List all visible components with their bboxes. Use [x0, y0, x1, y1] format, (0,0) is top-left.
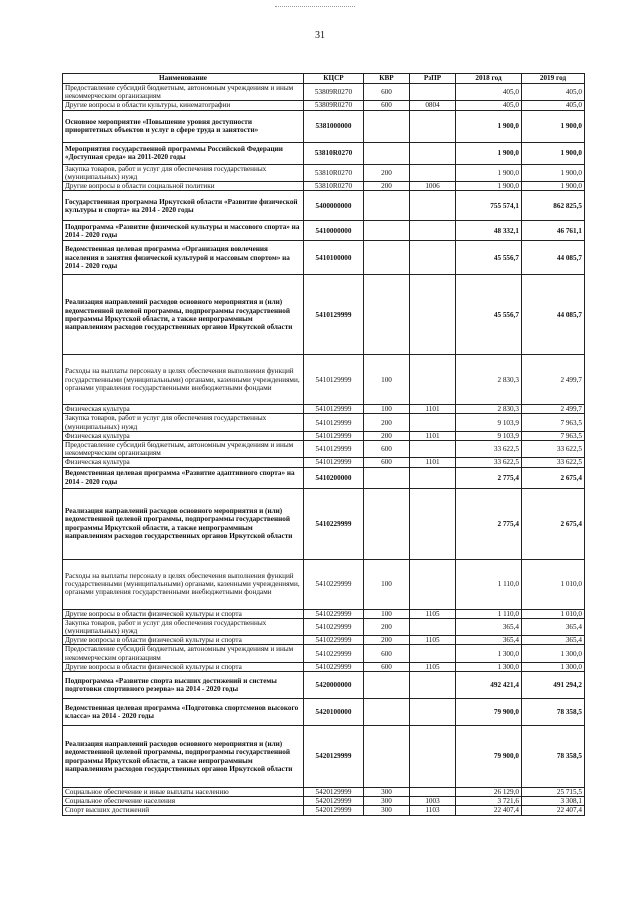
- row-rzpr: [410, 488, 456, 559]
- row-2019: 862 825,5: [522, 191, 585, 221]
- row-rzpr: [410, 110, 456, 142]
- row-name: Физическая культура: [63, 458, 304, 467]
- table-row: [63, 221, 585, 241]
- table-row: [63, 645, 585, 662]
- row-name: Другие вопросы в области культуры, кинематографии: [63, 101, 304, 110]
- row-rzpr: [410, 467, 456, 488]
- row-2018: 48 332,1: [456, 221, 522, 241]
- row-2018: 405,0: [456, 84, 522, 101]
- row-kcsr: 5410229999: [304, 618, 364, 635]
- row-rzpr: 1003: [410, 797, 456, 806]
- row-2018: 33 622,5: [456, 458, 522, 467]
- row-name: Расходы на выплаты персоналу в целях обеспечения выполнения функций государственными (муниципальными) органами, казенными учреждениями, органами управления государственными внебюджетными фондами: [63, 559, 304, 609]
- row-rzpr: [410, 441, 456, 458]
- row-rzpr: [410, 618, 456, 635]
- row-kvr: [364, 488, 410, 559]
- row-2019: 1 010,0: [522, 609, 585, 618]
- row-kvr: 600: [364, 84, 410, 101]
- row-kvr: 300: [364, 797, 410, 806]
- row-2019: 44 085,7: [522, 275, 585, 355]
- row-rzpr: [410, 672, 456, 699]
- row-kcsr: 53810R0270: [304, 182, 364, 191]
- table-row: [63, 275, 585, 355]
- row-name: Реализация направлений расходов основного мероприятия и (или) ведомственной целевой программы, подпрограммы государственной программы Иркутской области, а также непрограммным направлениям расходов государственных органов Иркутской области: [63, 726, 304, 788]
- row-name: Другие вопросы в области физической культуры и спорта: [63, 636, 304, 645]
- row-kcsr: 53809R0270: [304, 84, 364, 101]
- row-rzpr: [410, 699, 456, 726]
- row-rzpr: [410, 414, 456, 431]
- row-kvr: 100: [364, 355, 410, 405]
- row-2018: 2 775,4: [456, 488, 522, 559]
- row-rzpr: 1105: [410, 636, 456, 645]
- row-2018: 1 300,0: [456, 662, 522, 671]
- row-rzpr: 1101: [410, 458, 456, 467]
- row-2018: 365,4: [456, 618, 522, 635]
- row-kvr: 300: [364, 806, 410, 815]
- row-2018: 9 103,9: [456, 431, 522, 440]
- row-rzpr: [410, 726, 456, 788]
- row-2018: 45 556,7: [456, 275, 522, 355]
- row-2019: 2 499,7: [522, 405, 585, 414]
- row-name: Закупка товаров, работ и услуг для обеспечения государственных (муниципальных) нужд: [63, 618, 304, 635]
- table-row: [63, 110, 585, 142]
- table-row: [63, 618, 585, 635]
- table-row: [63, 788, 585, 797]
- row-kcsr: 5381000000: [304, 110, 364, 142]
- row-kcsr: 5410100000: [304, 241, 364, 275]
- row-rzpr: [410, 355, 456, 405]
- row-2018: 2 830,3: [456, 405, 522, 414]
- table-row: [63, 101, 585, 110]
- row-2018: 755 574,1: [456, 191, 522, 221]
- row-2019: 1 900,0: [522, 164, 585, 181]
- row-kvr: 200: [364, 164, 410, 181]
- row-2018: 79 900,0: [456, 726, 522, 788]
- row-kcsr: 5410229999: [304, 636, 364, 645]
- table-row: [63, 355, 585, 405]
- table-row: [63, 797, 585, 806]
- table-row: [63, 142, 585, 164]
- row-name: Реализация направлений расходов основного мероприятия и (или) ведомственной целевой программы, подпрограммы государственной программы Иркутской области, а также непрограммным направлениям расходов государственных органов Иркутской области: [63, 275, 304, 355]
- row-kvr: [364, 110, 410, 142]
- row-kcsr: 5410200000: [304, 467, 364, 488]
- row-kvr: 100: [364, 405, 410, 414]
- row-kvr: 600: [364, 441, 410, 458]
- table-header-row: [63, 74, 585, 84]
- header-kvr: КВР: [364, 74, 410, 84]
- row-kcsr: 5420129999: [304, 788, 364, 797]
- row-rzpr: [410, 241, 456, 275]
- row-2018: 1 900,0: [456, 164, 522, 181]
- row-2018: 2 830,3: [456, 355, 522, 405]
- row-kvr: 200: [364, 636, 410, 645]
- row-2018: 2 775,4: [456, 467, 522, 488]
- row-kcsr: 53810R0270: [304, 164, 364, 181]
- row-kcsr: 5410229999: [304, 645, 364, 662]
- table-row: [63, 467, 585, 488]
- row-2019: 491 294,2: [522, 672, 585, 699]
- row-rzpr: [410, 164, 456, 181]
- table-row: [63, 241, 585, 275]
- table-row: [63, 726, 585, 788]
- row-name: Ведомственная целевая программа «Организация вовлечения населения в занятия физической культурой и массовым спортом» на 2014 - 2020 годы: [63, 241, 304, 275]
- table-row: [63, 806, 585, 815]
- row-kcsr: 5410229999: [304, 662, 364, 671]
- row-2018: 1 300,0: [456, 645, 522, 662]
- row-kcsr: 5410129999: [304, 441, 364, 458]
- row-kvr: [364, 467, 410, 488]
- table-row: [63, 488, 585, 559]
- row-rzpr: 1101: [410, 431, 456, 440]
- row-name: Реализация направлений расходов основного мероприятия и (или) ведомственной целевой программы, подпрограммы государственной программы Иркутской области, а также непрограммным направлениям расходов государственных органов Иркутской области: [63, 488, 304, 559]
- row-name: Социальное обеспечение и иные выплаты населению: [63, 788, 304, 797]
- row-name: Закупка товаров, работ и услуг для обеспечения государственных (муниципальных) нужд: [63, 164, 304, 181]
- table-row: [63, 458, 585, 467]
- row-2018: 1 900,0: [456, 142, 522, 164]
- row-2018: 1 900,0: [456, 110, 522, 142]
- row-name: Физическая культура: [63, 405, 304, 414]
- row-name: Физическая культура: [63, 431, 304, 440]
- row-rzpr: 1103: [410, 806, 456, 815]
- row-kcsr: 5410129999: [304, 414, 364, 431]
- row-2019: 7 963,5: [522, 414, 585, 431]
- row-2019: 78 358,5: [522, 699, 585, 726]
- row-kcsr: 5410000000: [304, 221, 364, 241]
- row-kcsr: 5400000000: [304, 191, 364, 221]
- row-name: Расходы на выплаты персоналу в целях обеспечения выполнения функций государственными (муниципальными) органами, казенными учреждениями, органами управления государственными внебюджетными фондами: [63, 355, 304, 405]
- row-kcsr: 53810R0270: [304, 142, 364, 164]
- table-row: [63, 441, 585, 458]
- row-2018: 26 129,0: [456, 788, 522, 797]
- header-name: Наименование: [63, 74, 304, 84]
- row-name: Государственная программа Иркутской области «Развитие физической культуры и спорта» на 2014 - 2020 годы: [63, 191, 304, 221]
- row-name: Другие вопросы в области физической культуры и спорта: [63, 609, 304, 618]
- row-kvr: 200: [364, 182, 410, 191]
- row-2018: 45 556,7: [456, 241, 522, 275]
- row-rzpr: 1006: [410, 182, 456, 191]
- row-2018: 3 721,6: [456, 797, 522, 806]
- row-kvr: 100: [364, 559, 410, 609]
- row-2018: 79 900,0: [456, 699, 522, 726]
- row-kvr: 600: [364, 645, 410, 662]
- row-2018: 33 622,5: [456, 441, 522, 458]
- row-2019: 22 407,4: [522, 806, 585, 815]
- row-rzpr: [410, 645, 456, 662]
- row-2019: 1 900,0: [522, 110, 585, 142]
- row-kvr: 100: [364, 609, 410, 618]
- row-rzpr: [410, 221, 456, 241]
- row-rzpr: 1101: [410, 405, 456, 414]
- table-row: [63, 559, 585, 609]
- row-kvr: 300: [364, 788, 410, 797]
- row-kvr: [364, 191, 410, 221]
- row-name: Другие вопросы в области физической культуры и спорта: [63, 662, 304, 671]
- row-2018: 492 421,4: [456, 672, 522, 699]
- row-2018: 1 900,0: [456, 182, 522, 191]
- row-name: Предоставление субсидий бюджетным, автономным учреждениям и иным некоммерческим организациям: [63, 645, 304, 662]
- row-rzpr: 1105: [410, 609, 456, 618]
- row-kcsr: 5420129999: [304, 806, 364, 815]
- row-kcsr: 5410229999: [304, 609, 364, 618]
- table-row: [63, 699, 585, 726]
- row-2019: 365,4: [522, 618, 585, 635]
- row-2019: 1 300,0: [522, 662, 585, 671]
- row-rzpr: [410, 142, 456, 164]
- row-rzpr: [410, 559, 456, 609]
- row-kcsr: 5410229999: [304, 559, 364, 609]
- row-kcsr: 5410129999: [304, 405, 364, 414]
- row-2019: 1 900,0: [522, 182, 585, 191]
- table-row: [63, 191, 585, 221]
- row-kcsr: 5410129999: [304, 431, 364, 440]
- row-2018: 365,4: [456, 636, 522, 645]
- header-2019: 2019 год: [522, 74, 585, 84]
- row-name: Мероприятия государственной программы Российской Федерации «Доступная среда» на 2011-2020 годы: [63, 142, 304, 164]
- table-row: [63, 431, 585, 440]
- row-kcsr: 5410129999: [304, 275, 364, 355]
- row-2019: 2 675,4: [522, 467, 585, 488]
- budget-table: [62, 73, 585, 816]
- row-name: Предоставление субсидий бюджетным, автономным учреждениям и иным некоммерческим организациям: [63, 441, 304, 458]
- row-kvr: [364, 275, 410, 355]
- row-2019: 405,0: [522, 101, 585, 110]
- table-row: [63, 182, 585, 191]
- row-2018: 1 110,0: [456, 609, 522, 618]
- table-row: [63, 164, 585, 181]
- row-2019: 3 308,1: [522, 797, 585, 806]
- row-2019: 1 010,0: [522, 559, 585, 609]
- row-kvr: 600: [364, 101, 410, 110]
- row-2019: 1 300,0: [522, 645, 585, 662]
- row-rzpr: [410, 788, 456, 797]
- row-name: Ведомственная целевая программа «Развитие адаптивного спорта» на 2014 - 2020 годы: [63, 467, 304, 488]
- row-name: Социальное обеспечение населения: [63, 797, 304, 806]
- row-2019: 33 622,5: [522, 458, 585, 467]
- row-2019: 2 499,7: [522, 355, 585, 405]
- row-name: Подпрограмма «Развитие спорта высших достижений и системы подготовки спортивного резерва» на 2014 - 2020 годы: [63, 672, 304, 699]
- table-row: [63, 662, 585, 671]
- row-kvr: [364, 142, 410, 164]
- row-2018: 22 407,4: [456, 806, 522, 815]
- row-kvr: [364, 672, 410, 699]
- row-2019: 2 675,4: [522, 488, 585, 559]
- row-kvr: [364, 726, 410, 788]
- row-2019: 405,0: [522, 84, 585, 101]
- row-kcsr: 5420100000: [304, 699, 364, 726]
- row-name: Другие вопросы в области социальной политики: [63, 182, 304, 191]
- row-rzpr: 1105: [410, 662, 456, 671]
- table-row: [63, 414, 585, 431]
- row-2019: 78 358,5: [522, 726, 585, 788]
- row-kvr: 600: [364, 458, 410, 467]
- row-kvr: [364, 699, 410, 726]
- table-row: [63, 609, 585, 618]
- header-kcsr: КЦСР: [304, 74, 364, 84]
- page-number: 31: [315, 30, 325, 41]
- row-kvr: 600: [364, 662, 410, 671]
- row-kcsr: 5420129999: [304, 726, 364, 788]
- row-2019: 365,4: [522, 636, 585, 645]
- row-rzpr: 0804: [410, 101, 456, 110]
- row-kcsr: 5410129999: [304, 355, 364, 405]
- row-name: Закупка товаров, работ и услуг для обеспечения государственных (муниципальных) нужд: [63, 414, 304, 431]
- row-kvr: [364, 221, 410, 241]
- table-row: [63, 636, 585, 645]
- row-2018: 1 110,0: [456, 559, 522, 609]
- row-2019: 44 085,7: [522, 241, 585, 275]
- row-rzpr: [410, 84, 456, 101]
- row-kvr: 200: [364, 414, 410, 431]
- row-kcsr: 5420129999: [304, 797, 364, 806]
- row-kvr: [364, 241, 410, 275]
- row-kcsr: 5410229999: [304, 488, 364, 559]
- row-name: Подпрограмма «Развитие физической культуры и массового спорта» на 2014 - 2020 годы: [63, 221, 304, 241]
- header-2018: 2018 год: [456, 74, 522, 84]
- table-row: [63, 405, 585, 414]
- row-kcsr: 53809R0270: [304, 101, 364, 110]
- row-2019: 33 622,5: [522, 441, 585, 458]
- scan-artifact: [275, 6, 355, 9]
- header-rzpr: РзПР: [410, 74, 456, 84]
- row-name: Спорт высших достижений: [63, 806, 304, 815]
- table-row: [63, 672, 585, 699]
- row-kcsr: 5410129999: [304, 458, 364, 467]
- row-2019: 7 963,5: [522, 431, 585, 440]
- row-rzpr: [410, 275, 456, 355]
- table-row: [63, 84, 585, 101]
- row-kvr: 200: [364, 618, 410, 635]
- row-kvr: 200: [364, 431, 410, 440]
- row-2019: 25 715,5: [522, 788, 585, 797]
- row-2019: 46 761,1: [522, 221, 585, 241]
- row-2018: 9 103,9: [456, 414, 522, 431]
- row-rzpr: [410, 191, 456, 221]
- row-name: Предоставление субсидий бюджетным, автономным учреждениям и иным некоммерческим организациям: [63, 84, 304, 101]
- row-2019: 1 900,0: [522, 142, 585, 164]
- row-2018: 405,0: [456, 101, 522, 110]
- row-name: Основное мероприятие «Повышение уровня доступности приоритетных объектов и услуг в сфере труда и занятости»: [63, 110, 304, 142]
- row-name: Ведомственная целевая программа «Подготовка спортсменов высокого класса» на 2014 - 2020 годы: [63, 699, 304, 726]
- row-kcsr: 5420000000: [304, 672, 364, 699]
